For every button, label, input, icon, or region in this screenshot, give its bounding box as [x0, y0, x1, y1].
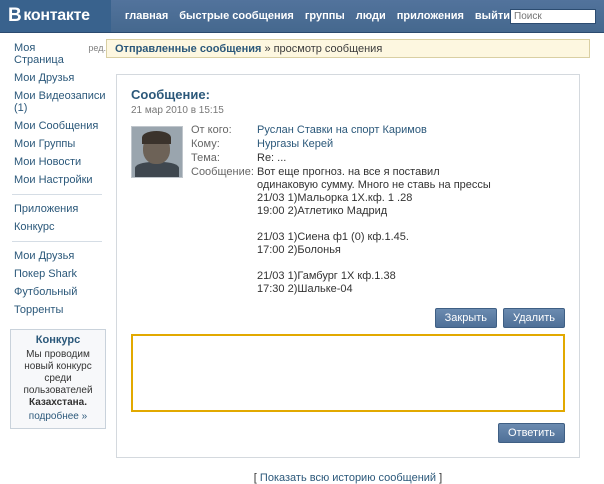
sidebar-item-applications[interactable]: [6, 200, 106, 218]
sidebar-item-label[interactable]: Мои Группы: [14, 138, 76, 150]
message-actions: [129, 308, 567, 328]
sidebar-group-apps: [6, 200, 106, 236]
field-from-label: От кого:: [191, 124, 232, 136]
nav-item-home[interactable]: главная: [124, 10, 169, 22]
field-to: [191, 138, 567, 150]
history-prefix: [: [253, 472, 260, 484]
sidebar-item-friends-app[interactable]: [6, 247, 106, 265]
close-button[interactable]: Закрыть: [435, 308, 497, 328]
message-text-line: одинаковую сумму. Много не ставь на прессы: [257, 179, 491, 191]
breadcrumb-item-sent[interactable]: Отправленные сообщения: [115, 42, 262, 55]
promo-title: Конкурс: [35, 334, 81, 346]
field-from: [191, 124, 567, 136]
sidebar-group-favorites: [6, 247, 106, 319]
message-text-line: 21/03 1)Сиена ф1 (0) кф.1.45.: [257, 231, 409, 243]
nav-item-logout[interactable]: выйти: [474, 10, 510, 22]
sidebar-item-label[interactable]: Мои Друзья: [14, 250, 75, 262]
field-subject: [191, 152, 567, 164]
sidebar-item-contest[interactable]: [6, 218, 106, 236]
field-text: [191, 166, 567, 296]
body-wrapper: [0, 33, 604, 484]
nav-item-quick-messages[interactable]: быстрые сообщения: [179, 10, 294, 22]
reply-actions: [129, 423, 567, 443]
site-logo[interactable]: [0, 0, 111, 32]
sidebar-item-label[interactable]: Приложения: [14, 203, 79, 215]
message-text-line: [257, 257, 491, 270]
sidebar-item-my-videos[interactable]: [6, 87, 106, 117]
message-text-line: 17:00 2)Болонья: [257, 244, 341, 256]
nav-item-apps[interactable]: приложения: [396, 10, 464, 22]
breadcrumb-separator: »: [264, 42, 271, 55]
history-line: [106, 472, 590, 484]
sidebar-item-my-friends[interactable]: [6, 69, 106, 87]
sidebar-item-label[interactable]: Торренты: [14, 304, 64, 316]
promo-text-line2: Казахстана.: [28, 397, 88, 408]
message-date: 21 мар 2010 в 15:15: [131, 105, 224, 116]
sidebar-item-label[interactable]: Мои Сообщения: [14, 120, 99, 132]
sidebar-item-label[interactable]: Конкурс: [14, 221, 55, 233]
sidebar-group-primary: [6, 39, 106, 189]
nav-item-groups[interactable]: группы: [304, 10, 345, 22]
search-input[interactable]: [510, 9, 596, 24]
message-text-line: 17:30 2)Шальке-04: [257, 283, 353, 295]
message-body: [129, 124, 567, 298]
sender-link[interactable]: Руслан Ставки на спорт Каримов: [257, 124, 427, 136]
sidebar-item-label[interactable]: Мои Новости: [14, 156, 82, 168]
sidebar-item-label[interactable]: Мои Друзья: [14, 72, 75, 84]
breadcrumb-item-current: просмотр сообщения: [273, 42, 383, 55]
message-fields: [191, 124, 567, 298]
message-text-line: Вот еще прогноз. на все я поставил: [257, 166, 440, 178]
reply-area: [129, 334, 567, 415]
promo-text: [15, 349, 101, 409]
message-panel: [116, 74, 580, 458]
sidebar-item-my-messages[interactable]: [6, 117, 106, 135]
sidebar-item-my-settings[interactable]: [6, 171, 106, 189]
content-area: [106, 39, 594, 484]
logo-mark: В: [8, 5, 22, 26]
sidebar-item-my-groups[interactable]: [6, 135, 106, 153]
message-text-line: [257, 218, 491, 231]
search-box: [510, 9, 596, 24]
sidebar-divider-2: [12, 241, 102, 242]
breadcrumb: [106, 39, 590, 58]
reply-button[interactable]: Ответить: [498, 423, 565, 443]
logo-text: контакте: [23, 7, 90, 24]
sidebar-item-football[interactable]: [6, 283, 106, 301]
promo-more-link[interactable]: подробнее »: [28, 411, 88, 422]
sidebar-item-my-page[interactable]: [6, 39, 106, 69]
field-to-value: [257, 138, 333, 150]
sidebar-item-label[interactable]: Моя Страница: [14, 42, 64, 66]
message-text-line: 21/03 1)Гамбург 1Х кф.1.38: [257, 270, 396, 282]
message-text: [257, 166, 491, 296]
reply-textarea[interactable]: [131, 334, 565, 412]
avatar-hair: [142, 131, 171, 144]
delete-button[interactable]: Удалить: [503, 308, 565, 328]
field-text-label: Сообщение:: [191, 166, 254, 178]
sidebar-item-label[interactable]: Футбольный: [14, 286, 78, 298]
sidebar-item-torrents[interactable]: [6, 301, 106, 319]
message-text-line: 19:00 2)Атлетико Мадрид: [257, 205, 388, 217]
sidebar-item-label[interactable]: Покер Shark: [14, 268, 77, 280]
avatar-shoulders: [135, 162, 179, 177]
field-subject-value: Re: ...: [257, 152, 287, 164]
sidebar-item-label[interactable]: Мои Настройки: [14, 174, 93, 186]
promo-box: [10, 329, 106, 429]
nav-item-people[interactable]: люди: [355, 10, 386, 22]
show-history-link[interactable]: Показать всю историю сообщений: [259, 472, 437, 484]
sidebar: [0, 39, 106, 429]
message-text-line: 21/03 1)Мальорка 1Х.кф. 1 .28: [257, 192, 413, 204]
sidebar-item-my-news[interactable]: [6, 153, 106, 171]
site-header: [0, 0, 604, 33]
avatar[interactable]: [131, 126, 183, 178]
message-title: Сообщение:: [131, 87, 210, 102]
sidebar-item-poker-shark[interactable]: [6, 265, 106, 283]
field-to-label: Кому:: [191, 138, 220, 150]
sidebar-item-edit-link[interactable]: ред.: [88, 43, 106, 53]
field-subject-label: Тема:: [191, 152, 220, 164]
promo-text-line1: Мы проводим новый конкурс среди пользователей: [23, 349, 93, 396]
history-suffix: ]: [436, 472, 443, 484]
sidebar-item-label[interactable]: Мои Видеозаписи (1): [14, 90, 106, 114]
field-from-value: [257, 124, 427, 136]
recipient-link[interactable]: Нургазы Керей: [257, 138, 334, 150]
sidebar-divider-1: [12, 194, 102, 195]
main-navigation: [111, 0, 510, 32]
